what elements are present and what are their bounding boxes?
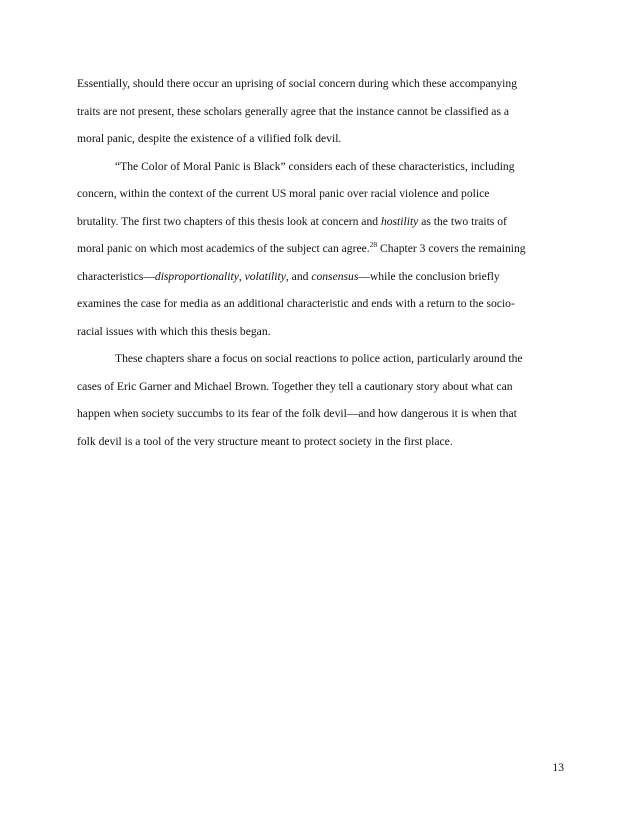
- text-run: Chapter 3 covers the remaining: [377, 242, 526, 255]
- text-line: [77, 318, 565, 346]
- text-run: examines the case for media as an additional characteristic and ends with a return to the socio-: [77, 297, 515, 310]
- text-run: , and: [285, 269, 312, 283]
- text-run: traits are not present, these scholars generally agree that the instance cannot be classified as a: [77, 104, 510, 118]
- text-run: folk devil is a tool of the very structure meant to protect society in the first place.: [77, 434, 453, 448]
- paragraph-2: [77, 153, 565, 346]
- text-line: [77, 153, 565, 181]
- text-line: [77, 263, 565, 291]
- text-line: [77, 235, 565, 263]
- text-line: [77, 400, 565, 428]
- footnote-reference: 28: [369, 240, 378, 249]
- text-run: ,: [238, 269, 245, 283]
- text-run: as the two traits of: [418, 214, 507, 228]
- paragraph-1: [77, 70, 565, 153]
- text-run: moral panic on which most academics of the subject can agree.: [77, 242, 370, 255]
- text-run: brutality. The first two chapters of this thesis look at concern and: [77, 214, 381, 228]
- italic-term: consensus: [311, 269, 359, 283]
- text-line: [77, 290, 565, 318]
- italic-term: disproportionality: [154, 269, 239, 283]
- text-run: Essentially, should there occur an uprising of social concern during which these accompanying: [77, 77, 518, 90]
- text-line: [77, 345, 565, 373]
- text-run: characteristics—: [77, 269, 155, 283]
- text-run: racial issues with which this thesis began.: [77, 324, 271, 338]
- body-text: [77, 70, 565, 455]
- paragraph-3: [77, 345, 565, 455]
- text-line: [77, 208, 565, 236]
- page-number: 13: [552, 761, 564, 774]
- text-run: happen when society succumbs to its fear of the folk devil—and how dangerous it is when that: [77, 407, 517, 420]
- text-run: —while the conclusion briefly: [358, 269, 500, 283]
- text-line: [77, 428, 565, 456]
- text-run: moral panic, despite the existence of a vilified folk devil.: [77, 132, 342, 145]
- text-run: cases of Eric Garner and Michael Brown. Together they tell a cautionary story about what can: [77, 379, 513, 393]
- text-line: [77, 180, 565, 208]
- text-run: concern, within the context of the current US moral panic over racial violence and police: [77, 187, 490, 200]
- text-line: [77, 70, 565, 98]
- text-line: [77, 98, 565, 126]
- text-line: [77, 373, 565, 401]
- italic-term: hostility: [380, 214, 419, 228]
- text-run: These chapters share a focus on social reactions to police action, particularly around the: [115, 352, 523, 365]
- text-run: “The Color of Moral Panic is Black” considers each of these characteristics, including: [115, 159, 515, 173]
- text-line: [77, 125, 565, 153]
- italic-term: volatility: [244, 269, 286, 283]
